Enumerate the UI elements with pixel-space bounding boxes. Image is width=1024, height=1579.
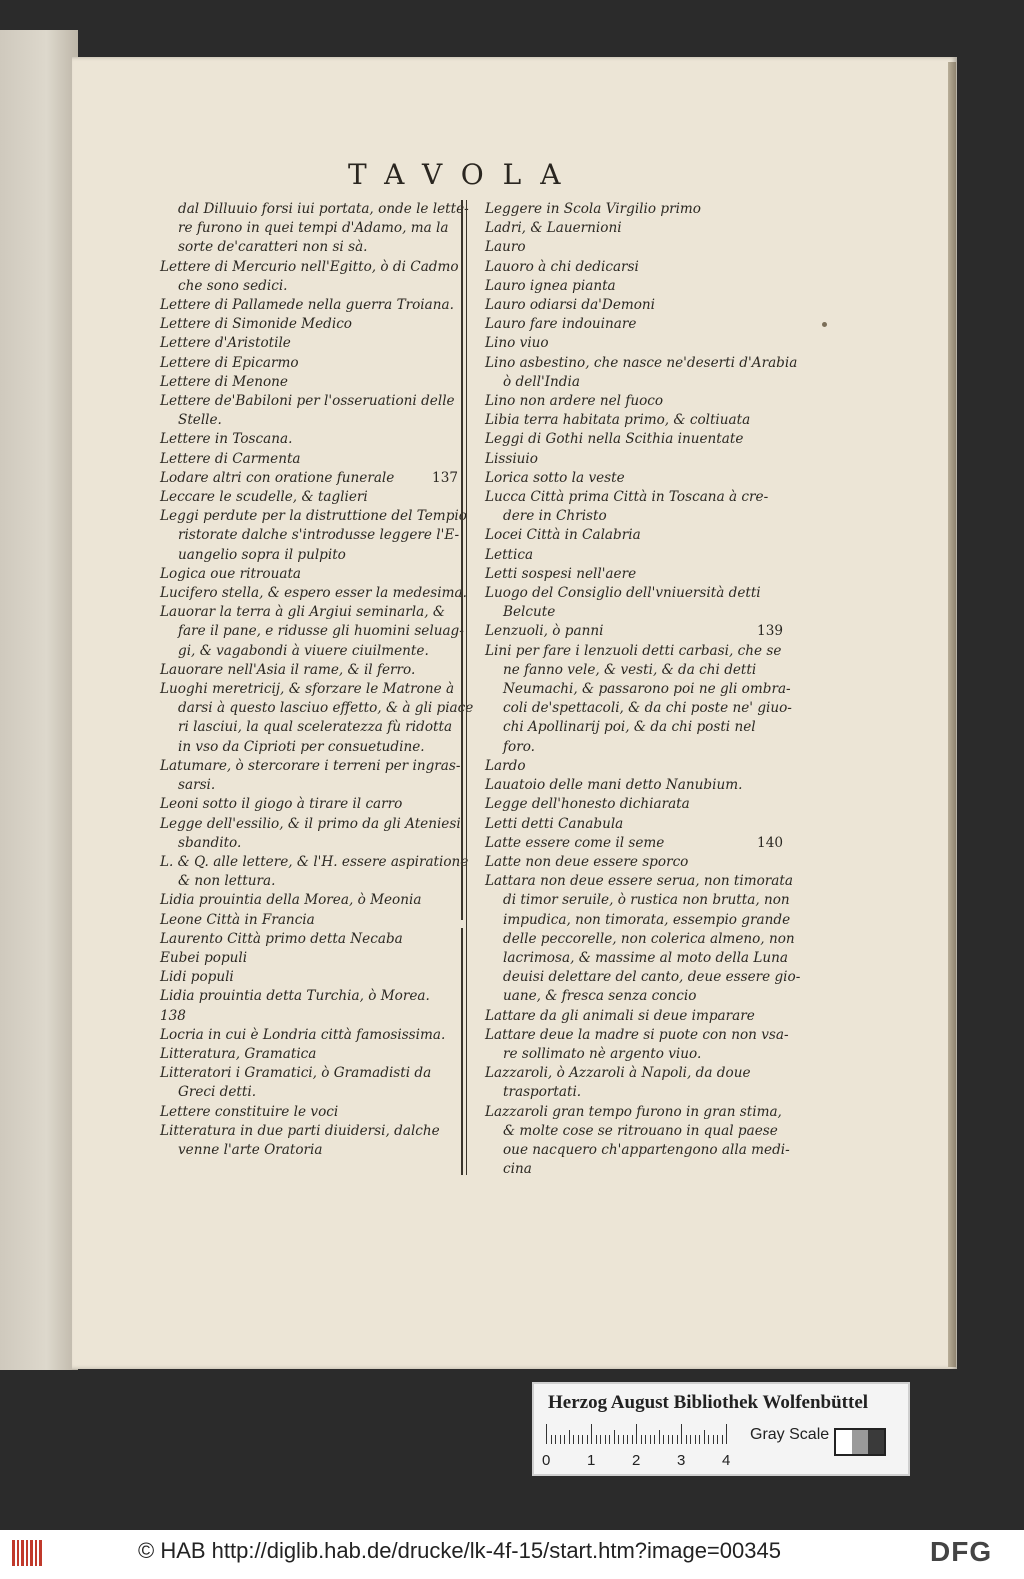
page-number: 139 <box>757 623 783 640</box>
index-entry-text: Lettere di Carmenta <box>160 450 301 467</box>
index-entry <box>160 699 474 718</box>
index-entry <box>160 815 460 834</box>
ruler-tick <box>686 1435 687 1444</box>
index-entry-text: chi Apollinarij poi, & da chi posti nel <box>503 719 756 736</box>
ruler-tick <box>555 1435 556 1444</box>
page-number: 137 <box>432 469 458 486</box>
index-entry <box>485 354 798 373</box>
index-entry-text: Laurento Città primo detta Necaba <box>160 930 403 947</box>
index-entry <box>160 795 460 814</box>
index-column-right <box>485 200 801 1179</box>
index-entry-text: ne fanno vele, & vesti, & da chi detti <box>503 661 757 678</box>
index-entry <box>485 584 785 603</box>
ruler-number: 3 <box>677 1452 686 1469</box>
index-entry <box>160 1007 460 1026</box>
ruler-tick <box>587 1435 588 1444</box>
facing-page-edge <box>0 30 78 1370</box>
index-entry <box>160 392 460 411</box>
index-entry-text: Litteratori i Gramatici, ò Gramadisti da <box>160 1065 432 1082</box>
ruler-tick <box>564 1435 565 1444</box>
index-entry-text: Logica oue ritrouata <box>160 565 302 582</box>
ruler-number: 0 <box>542 1452 551 1469</box>
ruler-tick <box>677 1435 678 1444</box>
index-entry <box>485 469 785 488</box>
index-entry-text: Leoni sotto il giogo à tirare il carro <box>160 796 403 813</box>
index-entry-text: Luoghi meretricij, & sforzare le Matrone à <box>160 681 455 698</box>
index-entry-text: Locria in cui è Londria città famosissima. <box>160 1026 446 1043</box>
index-entry <box>485 680 791 699</box>
index-entry <box>485 1026 789 1045</box>
ruler-tick <box>636 1424 637 1444</box>
index-entry <box>485 1141 790 1160</box>
index-entry <box>485 296 785 315</box>
index-entry <box>485 258 785 277</box>
index-entry-text: Lauro ignea pianta <box>485 277 616 294</box>
index-entry-text: uane, & fresca senza concio <box>503 988 697 1005</box>
index-entry-text: Lettere in Toscana. <box>160 431 293 448</box>
index-entry <box>485 718 785 737</box>
ruler-tick <box>704 1430 705 1444</box>
index-entry-text: che sono sedici. <box>178 277 288 294</box>
index-entry-text: in vso da Ciprioti per consuetudine. <box>178 738 425 755</box>
ruler-tick <box>573 1435 574 1444</box>
index-entry <box>160 1141 460 1160</box>
index-entry-text: Lino asbestino, che nasce ne'deserti d'Arabia <box>485 354 798 371</box>
index-entry-text: Latumare, ò stercorare i terreni per ingras- <box>160 757 461 774</box>
index-entry-text: 138 <box>160 1007 186 1024</box>
index-entry-text: Greci detti. <box>178 1084 257 1101</box>
ruler-tick <box>596 1435 597 1444</box>
index-entry-text: Latte non deue essere sporco <box>485 853 689 870</box>
gray-scale-label: Gray Scale <box>750 1426 830 1443</box>
index-entry <box>485 392 785 411</box>
index-entry <box>160 354 460 373</box>
index-entry <box>160 469 460 488</box>
index-entry <box>485 891 790 910</box>
index-entry <box>485 603 785 622</box>
index-entry <box>160 507 467 526</box>
library-name: Herzog August Bibliothek Wolfenbüttel <box>548 1392 869 1413</box>
index-entry-text: cina <box>503 1161 532 1178</box>
ruler-tick <box>645 1435 646 1444</box>
index-entry <box>485 699 792 718</box>
index-entry <box>160 258 460 277</box>
column-divider <box>461 200 467 1175</box>
index-entry-text: Lettere di Menone <box>160 373 288 390</box>
index-entry <box>160 1103 460 1122</box>
index-entry-text: Lettere di Epicarmo <box>160 354 299 371</box>
index-entry <box>485 277 785 296</box>
index-entry-text: Luogo del Consiglio dell'vniuersità detti <box>485 585 761 602</box>
index-entry <box>160 1083 460 1102</box>
index-entry <box>160 987 460 1006</box>
index-entry-text: sbandito. <box>178 834 242 851</box>
index-entry-text: Leggi perdute per la distruttione del Tempio <box>160 508 467 525</box>
index-entry-text: Lauorare nell'Asia il rame, & il ferro. <box>160 661 416 678</box>
index-entry-text: impudica, non timorata, essempio grande <box>503 911 791 928</box>
index-entry <box>160 450 460 469</box>
index-entry-text: Lino viuo <box>485 335 549 352</box>
index-entry <box>485 911 791 930</box>
index-entry <box>160 277 460 296</box>
ruler-tick <box>668 1435 669 1444</box>
index-entry <box>160 373 460 392</box>
index-entry <box>160 296 460 315</box>
index-entry-text: Stelle. <box>178 412 222 429</box>
index-entry-text: sarsi. <box>178 777 216 794</box>
index-entry-text: Lauro <box>485 239 526 256</box>
index-entry <box>160 565 460 584</box>
index-entry <box>160 219 460 238</box>
index-entry <box>485 507 785 526</box>
index-column-left <box>160 200 474 1160</box>
ruler-tick <box>614 1430 615 1444</box>
index-entry <box>485 411 785 430</box>
index-entry <box>160 718 460 737</box>
index-entry-text: Lodare altri con oratione funerale <box>160 469 395 486</box>
index-entry-text: & non lettura. <box>178 873 276 890</box>
index-entry-text: Lidia prouintia della Morea, ò Meonia <box>160 892 422 909</box>
ruler-tick <box>632 1435 633 1444</box>
index-entry-text: di timor seruile, ò rustica non brutta, non <box>503 892 790 909</box>
index-entry <box>160 334 460 353</box>
index-entry-text: Lidia prouintia detta Turchia, ò Morea. <box>160 988 430 1005</box>
index-entry <box>160 834 460 853</box>
index-entry-text: lacrimosa, & massime al moto della Luna <box>503 949 789 966</box>
ruler-tick <box>717 1435 718 1444</box>
index-entry <box>160 680 460 699</box>
index-entry <box>160 584 467 603</box>
index-entry-text: Lini per fare i lenzuoli detti carbasi, che se <box>485 642 782 659</box>
index-entry <box>160 738 460 757</box>
index-entry-text: L. & Q. alle lettere, & l'H. essere aspiratione <box>160 853 469 870</box>
ruler-tick <box>699 1435 700 1444</box>
index-entry-text: uangelio sopra il pulpito <box>178 546 346 563</box>
ruler-tick <box>650 1435 651 1444</box>
index-entry <box>485 334 785 353</box>
index-entry-text: Belcute <box>503 604 556 621</box>
index-entry-text: Lino non ardere nel fuoco <box>485 393 664 410</box>
scale-ruler <box>546 1422 736 1444</box>
index-entry <box>160 1064 460 1083</box>
ruler-tick <box>663 1435 664 1444</box>
index-entry-text: re furono in quei tempi d'Adamo, ma la <box>178 220 449 237</box>
index-entry-text: Letti sospesi nell'aere <box>485 565 637 582</box>
index-entry <box>485 776 785 795</box>
index-entry <box>160 526 460 545</box>
index-entry <box>485 526 785 545</box>
ruler-tick <box>569 1430 570 1444</box>
index-entry <box>485 930 795 949</box>
index-entry <box>160 411 460 430</box>
index-entry <box>485 488 785 507</box>
index-entry-text: gi, & vagabondi à viuere ciuilmente. <box>178 642 429 659</box>
index-entry-text: Lettere constituire le voci <box>160 1103 339 1120</box>
copyright-link[interactable]: © HAB http://diglib.hab.de/drucke/lk-4f-15/start.htm?image=00345 <box>138 1538 781 1563</box>
index-entry <box>160 661 460 680</box>
index-entry-text: venne l'arte Oratoria <box>178 1141 323 1158</box>
index-entry <box>485 450 785 469</box>
index-entry-text: Lattare da gli animali si deue imparare <box>485 1007 755 1024</box>
index-entry-text: foro. <box>503 738 535 755</box>
index-entry-text: Lattare deue la madre si puote con non vsa- <box>485 1026 789 1043</box>
ruler-tick <box>582 1435 583 1444</box>
index-entry-text: Leccare le scudelle, & taglieri <box>160 489 368 506</box>
ruler-tick <box>659 1430 660 1444</box>
index-entry <box>485 757 785 776</box>
index-entry-text: Lauro fare indouinare <box>485 316 637 333</box>
index-entry-text: Lorica sotto la veste <box>485 469 625 486</box>
ruler-tick <box>591 1424 592 1444</box>
index-entry <box>485 815 785 834</box>
library-color-card <box>532 1382 910 1476</box>
index-entry <box>485 373 785 392</box>
ruler-tick <box>708 1435 709 1444</box>
index-entry-text: Eubei populi <box>160 949 248 966</box>
ruler-tick <box>641 1435 642 1444</box>
ruler-tick <box>605 1435 606 1444</box>
index-entry <box>485 565 785 584</box>
index-entry <box>485 795 785 814</box>
index-entry-text: Lettere di Simonide Medico <box>160 316 352 333</box>
index-entry-text: fare il pane, e ridusse gli huomini seluag- <box>178 623 464 640</box>
index-entry <box>485 834 785 853</box>
index-entry-text: Lettere d'Aristotile <box>160 335 291 352</box>
ruler-tick <box>654 1435 655 1444</box>
index-entry-text: Litteratura in due parti diuidersi, dalche <box>160 1122 440 1139</box>
index-entry-text: coli de'spettacoli, & da chi poste ne' giuo- <box>503 700 792 717</box>
index-entry-text: Lettere de'Babiloni per l'osseruationi delle <box>160 393 455 410</box>
index-entry <box>160 853 469 872</box>
ruler-tick <box>627 1435 628 1444</box>
index-entry-text: deuisi delettare del canto, deue essere gio- <box>503 969 801 986</box>
index-entry <box>160 757 460 776</box>
page-heading: TAVOLA <box>348 158 580 191</box>
ruler-tick <box>722 1435 723 1444</box>
index-entry-text: Libia terra habitata primo, & coltiuata <box>485 412 751 429</box>
index-entry-text: ri lasciui, la qual sceleratezza fù ridotta <box>178 719 453 736</box>
ruler-tick <box>618 1435 619 1444</box>
ink-spot <box>822 322 827 327</box>
index-entry <box>485 315 785 334</box>
ruler-tick <box>726 1424 727 1444</box>
index-entry-text: Lenzuoli, ò panni <box>485 623 604 640</box>
index-entry-text: Lauatoio delle mani detto Nanubium. <box>485 777 743 794</box>
index-entry <box>160 968 460 987</box>
index-entry-text: Latte essere come il seme <box>485 834 665 851</box>
column-divider-gap <box>458 920 466 928</box>
index-entry-text: Lettere di Pallamede nella guerra Troiana. <box>160 297 454 314</box>
index-entry-text: Lauoro à chi dedicarsi <box>485 258 639 275</box>
index-entry <box>485 1007 785 1026</box>
viewer-footer <box>0 1530 1024 1579</box>
index-entry <box>485 200 785 219</box>
index-entry-text: delle peccorelle, non colerica almeno, non <box>503 930 795 947</box>
index-entry-text: Ladri, & Lauernioni <box>485 220 622 237</box>
index-entry <box>160 488 460 507</box>
index-entry-text: Neumachi, & passarono poi ne gli ombra- <box>503 681 791 698</box>
ruler-tick <box>713 1435 714 1444</box>
ruler-tick <box>600 1435 601 1444</box>
index-entry <box>160 430 460 449</box>
ruler-number: 1 <box>587 1452 596 1469</box>
index-entry <box>485 1103 785 1122</box>
index-entry-text: dal Dilluuio forsi iui portata, onde le lette- <box>178 201 469 217</box>
index-entry-text: Litteratura, Gramatica <box>160 1045 317 1062</box>
index-entry-text: ristorate dalche s'introdusse leggere l'E- <box>178 527 460 544</box>
index-entry <box>485 546 785 565</box>
dfg-logo: DFG <box>930 1536 993 1567</box>
index-entry <box>485 853 785 872</box>
index-entry-text: Lazzaroli gran tempo furono in gran stima, <box>485 1103 782 1120</box>
index-entry-text: Lardo <box>485 757 526 774</box>
index-entry <box>485 642 785 661</box>
index-entry <box>160 1026 460 1045</box>
index-entry <box>160 1045 460 1064</box>
ruler-tick <box>695 1435 696 1444</box>
index-entry <box>485 987 785 1006</box>
index-entry-text: Lattara non deue essere serua, non timorata <box>485 873 793 890</box>
index-entry <box>160 1122 460 1141</box>
index-entry <box>485 1122 785 1141</box>
index-entry <box>160 315 460 334</box>
index-entry <box>485 1083 785 1102</box>
index-entry-text: oue nacquero ch'appartengono alla medi- <box>503 1141 790 1158</box>
index-entry <box>160 872 460 891</box>
ruler-number: 4 <box>722 1452 731 1469</box>
index-entry-text: Letti detti Canabula <box>485 815 624 832</box>
index-entry-text: Leggi di Gothi nella Scithia inuentate <box>485 431 744 448</box>
index-entry-text: trasportati. <box>503 1084 582 1101</box>
index-entry <box>485 1045 785 1064</box>
index-entry <box>160 622 464 641</box>
ruler-tick <box>672 1435 673 1444</box>
index-entry <box>160 891 460 910</box>
index-entry-text: sorte de'caratteri non si sà. <box>178 239 368 256</box>
index-entry-text: Lucca Città prima Città in Toscana à cre- <box>485 489 769 506</box>
index-entry-text: Lettere di Mercurio nell'Egitto, ò di Cadmo <box>160 258 459 275</box>
index-entry-text: Lettica <box>485 546 534 563</box>
index-entry-text: Leggere in Scola Virgilio primo <box>485 201 701 217</box>
index-entry <box>160 642 460 661</box>
index-entry-text: Lucifero stella, & espero esser la medesima. <box>160 585 467 602</box>
index-entry-text: & molte cose se ritrouano in qual paese <box>503 1122 778 1139</box>
ruler-numbers <box>542 1452 742 1470</box>
index-entry <box>485 238 785 257</box>
index-entry-text: darsi à questo lasciuo effetto, & à gli piace <box>178 700 474 717</box>
ruler-tick <box>560 1435 561 1444</box>
ruler-tick <box>609 1435 610 1444</box>
index-entry <box>160 911 460 930</box>
index-entry <box>160 603 460 622</box>
index-entry-text: Legge dell'honesto dichiarata <box>485 796 690 813</box>
index-entry-text: Leone Città in Francia <box>160 911 315 928</box>
index-entry-text: Lazzaroli, ò Azzaroli à Napoli, da doue <box>485 1065 751 1082</box>
index-entry <box>160 776 460 795</box>
index-entry-text: Legge dell'essilio, & il primo da gli Ateniesi <box>160 815 461 832</box>
hab-logo-icon <box>12 1540 44 1566</box>
ruler-number: 2 <box>632 1452 641 1469</box>
index-entry <box>160 546 460 565</box>
index-entry <box>485 738 785 757</box>
ruler-tick <box>681 1424 682 1444</box>
page-edge-shadow <box>948 62 956 1367</box>
index-entry <box>160 930 460 949</box>
index-entry-text: re sollimato nè argento viuo. <box>503 1045 702 1062</box>
index-entry-text: Lissiuio <box>485 450 538 467</box>
index-entry <box>485 872 793 891</box>
page-number: 140 <box>757 834 783 851</box>
index-entry <box>485 1160 785 1179</box>
index-entry <box>485 968 801 987</box>
ruler-tick <box>623 1435 624 1444</box>
index-entry <box>160 200 469 219</box>
ruler-tick <box>546 1424 547 1444</box>
index-entry <box>485 1064 785 1083</box>
index-entry-text: dere in Christo <box>503 508 607 525</box>
index-entry <box>485 949 789 968</box>
index-entry <box>160 949 460 968</box>
index-entry-text: Lauorar la terra à gli Argiui seminarla, & <box>160 604 445 621</box>
index-entry <box>485 219 785 238</box>
ruler-tick <box>578 1435 579 1444</box>
index-entry-text: ò dell'India <box>503 373 580 390</box>
ruler-tick <box>690 1435 691 1444</box>
index-entry <box>485 622 785 641</box>
index-entry-text: Locei Città in Calabria <box>485 527 641 544</box>
index-entry <box>160 238 460 257</box>
index-entry-text: Lidi populi <box>160 969 234 986</box>
index-entry-text: Lauro odiarsi da'Demoni <box>485 297 656 314</box>
ruler-tick <box>551 1435 552 1444</box>
index-entry <box>485 661 785 680</box>
index-entry <box>485 430 785 449</box>
gray-scale-swatch <box>834 1428 886 1456</box>
